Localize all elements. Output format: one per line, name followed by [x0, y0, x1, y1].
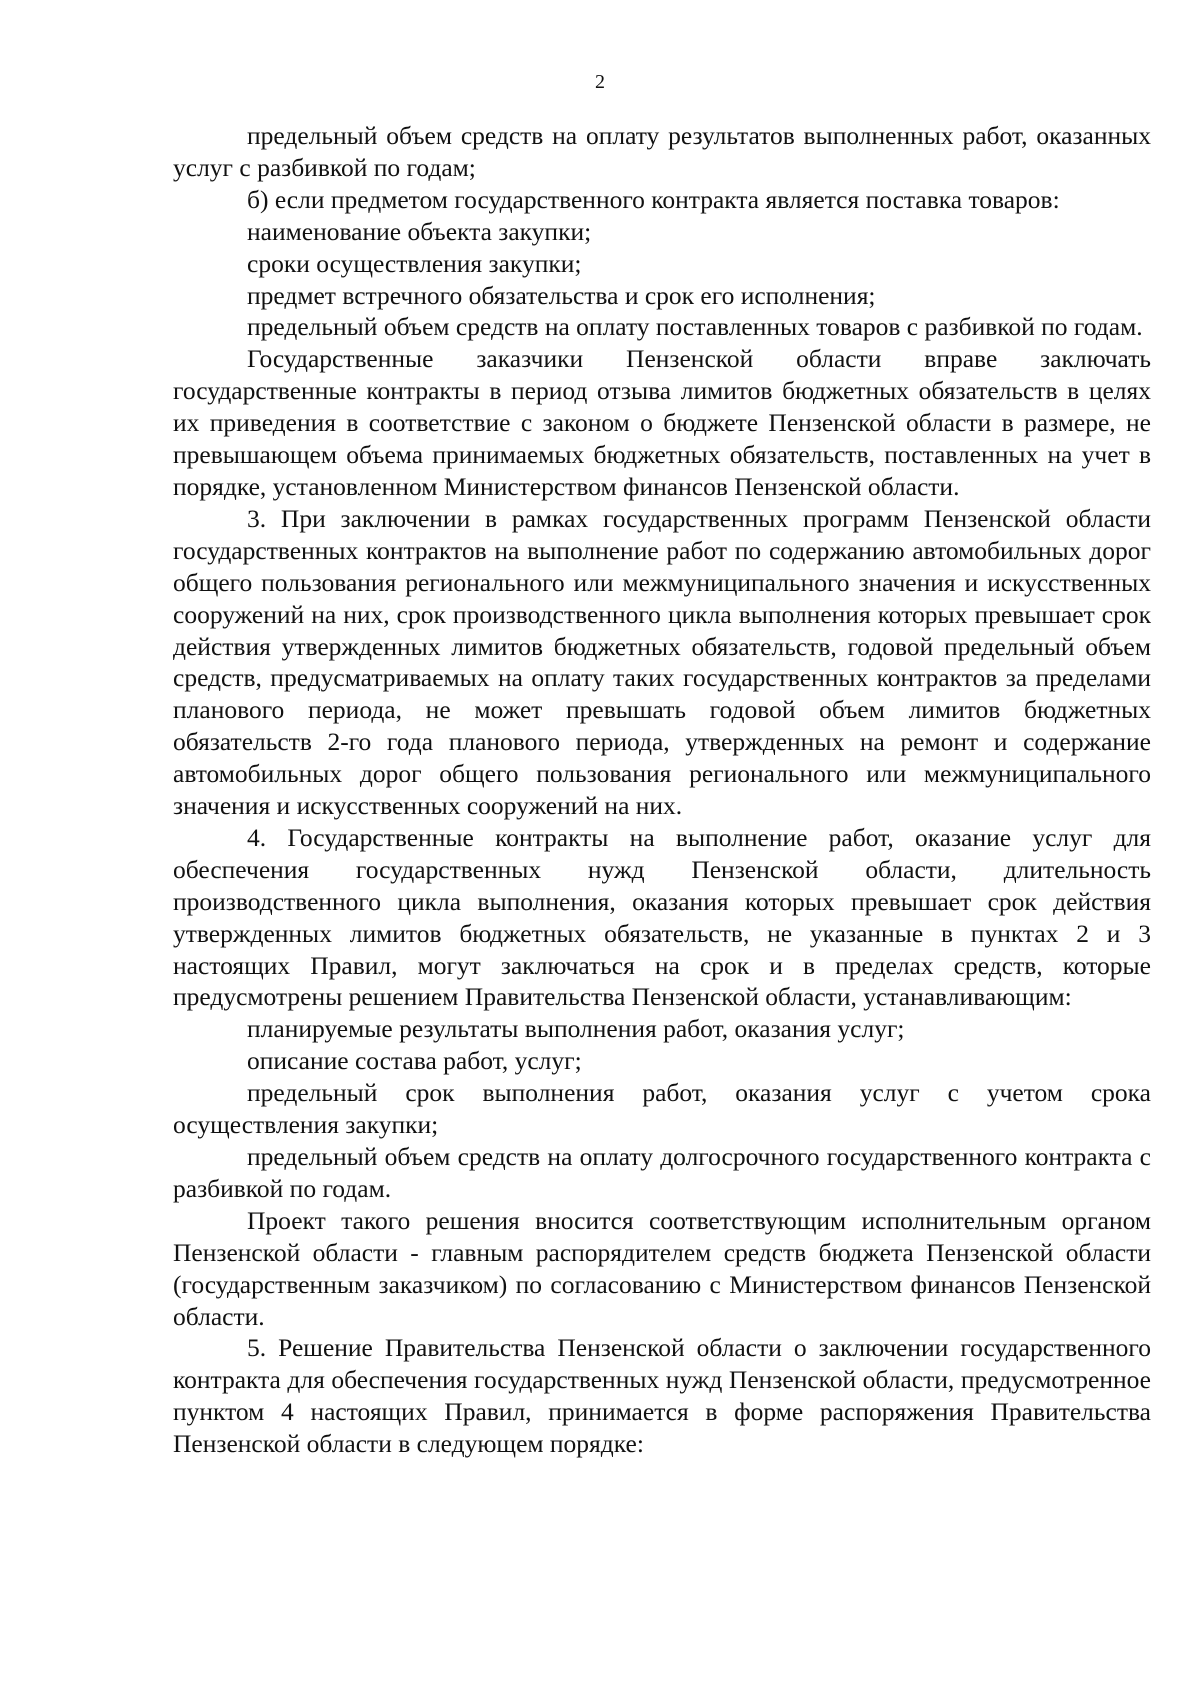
paragraph: предельный срок выполнения работ, оказания услуг с учетом срока осуществления закупки;	[173, 1078, 1151, 1140]
paragraph: предельный объем средств на оплату долгосрочного государственного контракта с разбивкой по годам.	[173, 1142, 1151, 1203]
paragraph: планируемые результаты выполнения работ, оказания услуг;	[247, 1014, 905, 1044]
paragraph: 4. Государственные контракты на выполнение работ, оказание услуг для обеспечения государственных нужд Пензенской области, длительность производственного цикла выполнения, оказания которых превышает срок действия утвержденных лимитов бюджетных обязательств, не указанные в пунктах 2 и 3 настоящих Правил, могут заключаться на срок и в пределах средств, которые предусмотрены решением Правительства Пензенской области, устанавливающим:	[173, 822, 1151, 1012]
paragraph: предмет встречного обязательства и срок его исполнения;	[247, 280, 876, 310]
paragraph: предельный объем средств на оплату результатов выполненных работ, оказанных услуг с разбивкой по годам;	[173, 121, 1151, 182]
paragraph: Проект такого решения вносится соответствующим исполнительным органом Пензенской области - главным распорядителем средств бюджета Пензенской области (государственным заказчиком) по согласованию с Министерством финансов Пензенской области.	[173, 1205, 1151, 1331]
paragraph: 3. При заключении в рамках государственных программ Пензенской области государственных контрактов на выполнение работ по содержанию автомобильных дорог общего пользования регионального или межмуниципального значения и искусственных сооружений на них, срок производственного цикла выполнения которых превышает срок действия утвержденных лимитов бюджетных обязательств, годовой предельный объем средств, предусматриваемых на оплату таких государственных контрактов за пределами планового периода, не может превышать годовой объем лимитов бюджетных обязательств 2-го года планового периода, утвержденных на ремонт и содержание автомобильных дорог общего пользования регионального или межмуниципального значения и искусственных сооружений на них.	[173, 503, 1151, 821]
paragraph: б) если предметом государственного контракта является поставка товаров:	[247, 184, 1060, 214]
page-number: 2	[595, 71, 605, 93]
paragraph: предельный объем средств на оплату поставленных товаров с разбивкой по годам.	[247, 312, 1143, 342]
paragraph: сроки осуществления закупки;	[247, 248, 582, 278]
document-body	[173, 120, 1151, 1460]
paragraph: описание состава работ, услуг;	[247, 1046, 582, 1076]
paragraph: Государственные заказчики Пензенской области вправе заключать государственные контракты в период отзыва лимитов бюджетных обязательств в целях их приведения в соответствие с законом о бюджете Пензенской области в размере, не превышающем объема принимаемых бюджетных обязательств, поставленных на учет в порядке, установленном Министерством финансов Пензенской области.	[173, 344, 1151, 501]
paragraph: 5. Решение Правительства Пензенской области о заключении государственного контракта для обеспечения государственных нужд Пензенской области, предусмотренное пунктом 4 настоящих Правил, принимается в форме распоряжения Правительства Пензенской области в следующем порядке:	[173, 1333, 1151, 1459]
paragraph: наименование объекта закупки;	[247, 216, 592, 246]
